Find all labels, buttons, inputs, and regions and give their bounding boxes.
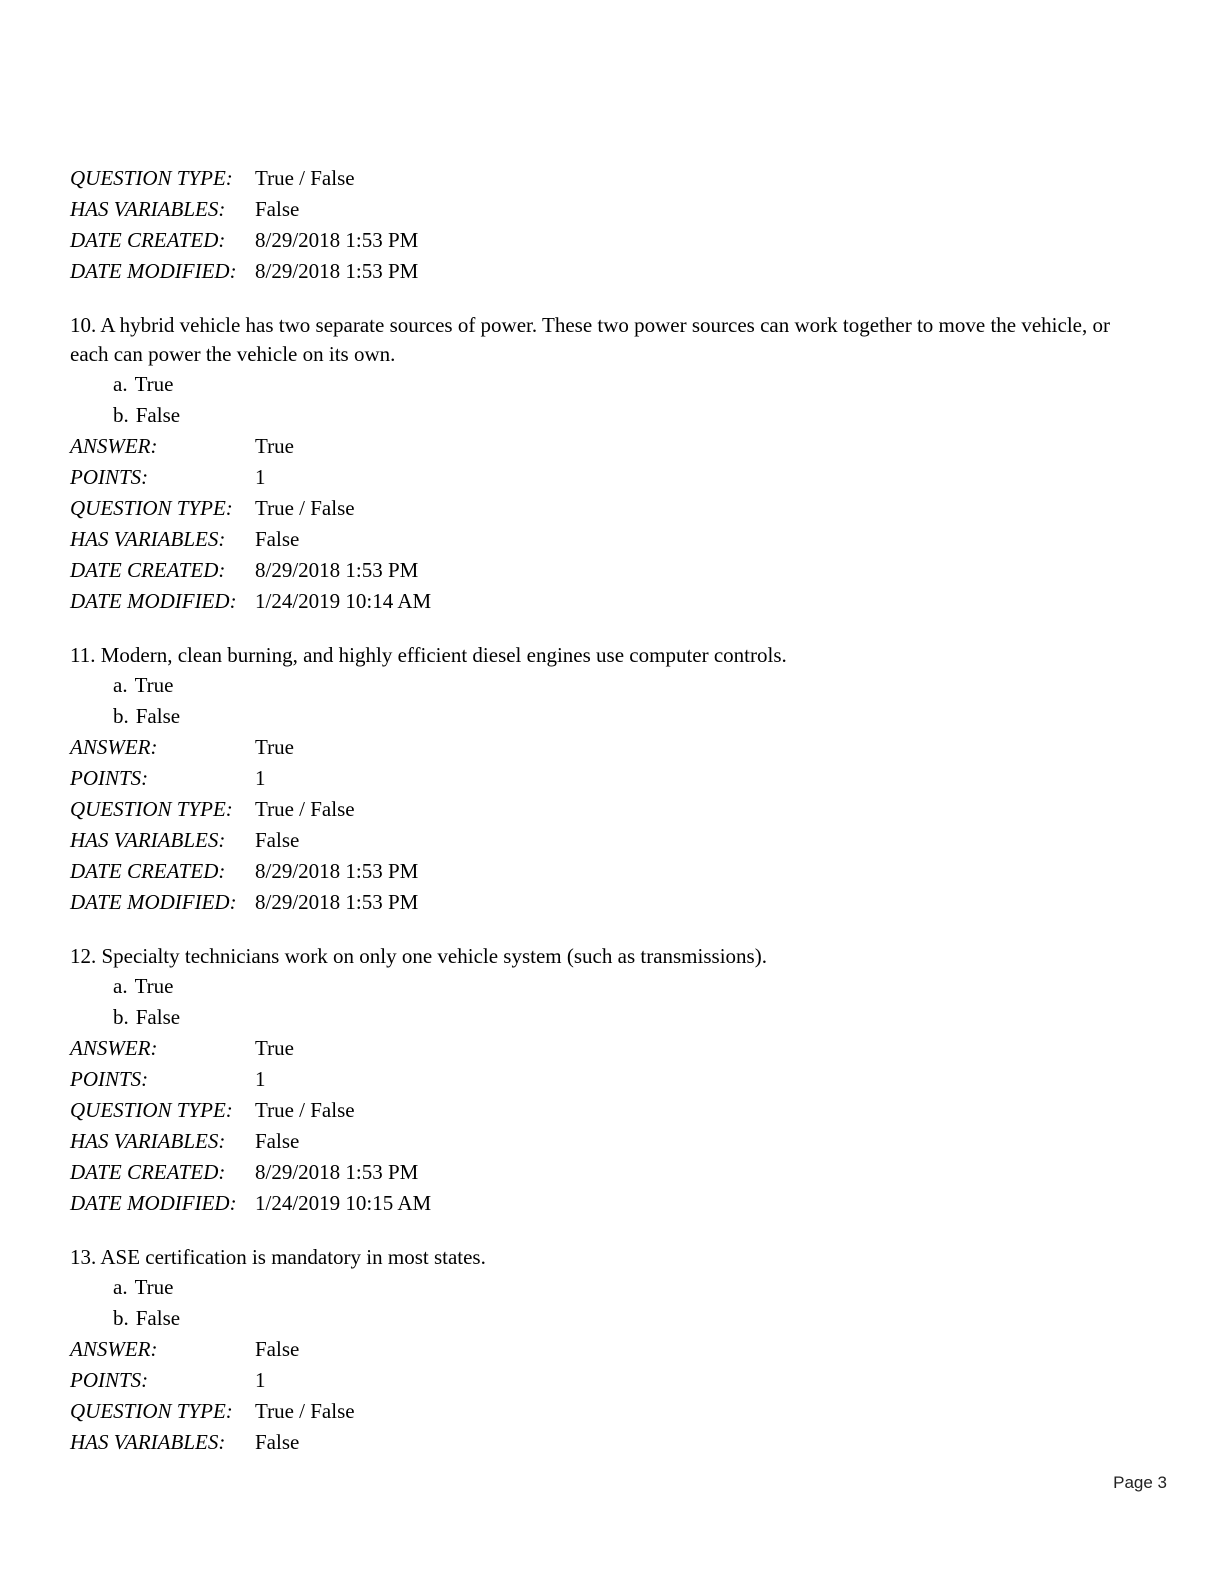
metadata-label: HAS VARIABLES:	[70, 197, 226, 221]
metadata-label: DATE CREATED:	[70, 859, 226, 883]
metadata-value: True / False	[255, 1399, 355, 1423]
metadata-value: 1/24/2019 10:14 AM	[255, 589, 432, 613]
metadata-value: False	[255, 828, 300, 852]
metadata-label: HAS VARIABLES:	[70, 1430, 226, 1454]
metadata-value: True / False	[255, 496, 355, 520]
metadata-label: POINTS:	[70, 1067, 149, 1091]
metadata-row	[70, 1157, 1132, 1188]
metadata-row	[70, 256, 1132, 287]
option-true	[70, 1272, 1132, 1303]
metadata-row	[70, 1095, 1132, 1126]
question-13	[70, 1243, 1132, 1458]
metadata-row	[70, 1396, 1132, 1427]
metadata-value: False	[255, 527, 300, 551]
metadata-row	[70, 732, 1132, 763]
metadata-value: True	[255, 1036, 294, 1060]
metadata-label: QUESTION TYPE:	[70, 166, 233, 190]
metadata-label: HAS VARIABLES:	[70, 527, 226, 551]
question-number: 13.	[70, 1245, 97, 1269]
metadata-value: False	[255, 1337, 300, 1361]
option-letter: b.	[113, 704, 129, 728]
option-false	[70, 701, 1132, 732]
option-letter: a.	[113, 974, 128, 998]
metadata-label: DATE MODIFIED:	[70, 1191, 237, 1215]
metadata-row	[70, 555, 1132, 586]
option-letter: b.	[113, 1005, 129, 1029]
metadata-value: True	[255, 735, 294, 759]
metadata-value: 1	[255, 766, 266, 790]
option-false	[70, 400, 1132, 431]
metadata-value: 8/29/2018 1:53 PM	[255, 859, 419, 883]
question-body: A hybrid vehicle has two separate sources of power. These two power sources can work together to move the vehicle, or each can power the vehicle on its own.	[70, 313, 1110, 366]
option-label: True	[134, 1275, 174, 1299]
metadata-row	[70, 1365, 1132, 1396]
metadata-value: True / False	[255, 1098, 355, 1122]
metadata-row	[70, 763, 1132, 794]
metadata-value: 1	[255, 1067, 266, 1091]
metadata-label: QUESTION TYPE:	[70, 1098, 233, 1122]
metadata-row	[70, 825, 1132, 856]
metadata-label: DATE CREATED:	[70, 558, 226, 582]
question-number: 11.	[70, 643, 96, 667]
option-label: True	[134, 372, 174, 396]
option-false	[70, 1002, 1132, 1033]
metadata-label: ANSWER:	[70, 735, 158, 759]
metadata-value: 8/29/2018 1:53 PM	[255, 890, 419, 914]
question-number: 12.	[70, 944, 97, 968]
metadata-label: QUESTION TYPE:	[70, 496, 233, 520]
metadata-value: False	[255, 1430, 300, 1454]
option-true	[70, 670, 1132, 701]
metadata-label: HAS VARIABLES:	[70, 1129, 226, 1153]
metadata-row	[70, 493, 1132, 524]
metadata-row	[70, 856, 1132, 887]
question-10	[70, 311, 1132, 617]
metadata-row	[70, 1334, 1132, 1365]
metadata-label: DATE CREATED:	[70, 1160, 226, 1184]
metadata-row	[70, 887, 1132, 918]
metadata-label: ANSWER:	[70, 1036, 158, 1060]
metadata-label: POINTS:	[70, 465, 149, 489]
metadata-row	[70, 1064, 1132, 1095]
option-letter: a.	[113, 673, 128, 697]
metadata-value: False	[255, 1129, 300, 1153]
metadata-value: 8/29/2018 1:53 PM	[255, 558, 419, 582]
option-true	[70, 971, 1132, 1002]
option-label: True	[134, 673, 174, 697]
metadata-value: 1/24/2019 10:15 AM	[255, 1191, 432, 1215]
metadata-value: 8/29/2018 1:53 PM	[255, 228, 419, 252]
question-text	[70, 942, 1132, 971]
question-body: Modern, clean burning, and highly efficient diesel engines use computer controls.	[100, 643, 787, 667]
metadata-value: True / False	[255, 166, 355, 190]
option-label: False	[135, 1005, 181, 1029]
question-number: 10.	[70, 313, 97, 337]
option-false	[70, 1303, 1132, 1334]
metadata-row	[70, 586, 1132, 617]
metadata-label: ANSWER:	[70, 1337, 158, 1361]
metadata-value: True	[255, 434, 294, 458]
metadata-label: POINTS:	[70, 1368, 149, 1392]
metadata-row	[70, 163, 1132, 194]
option-letter: a.	[113, 1275, 128, 1299]
metadata-row	[70, 431, 1132, 462]
metadata-label: DATE MODIFIED:	[70, 259, 237, 283]
metadata-value: 1	[255, 465, 266, 489]
metadata-label: POINTS:	[70, 766, 149, 790]
metadata-value: 8/29/2018 1:53 PM	[255, 1160, 419, 1184]
carryover-metadata-block	[70, 163, 1132, 287]
question-12	[70, 942, 1132, 1219]
metadata-label: ANSWER:	[70, 434, 158, 458]
option-letter: a.	[113, 372, 128, 396]
question-body: Specialty technicians work on only one vehicle system (such as transmissions).	[101, 944, 767, 968]
metadata-row	[70, 462, 1132, 493]
option-letter: b.	[113, 1306, 129, 1330]
question-text	[70, 1243, 1132, 1272]
metadata-row	[70, 1427, 1132, 1458]
option-true	[70, 369, 1132, 400]
metadata-row	[70, 1033, 1132, 1064]
metadata-label: DATE CREATED:	[70, 228, 226, 252]
metadata-value: True / False	[255, 797, 355, 821]
metadata-label: DATE MODIFIED:	[70, 890, 237, 914]
option-label: False	[135, 1306, 181, 1330]
metadata-label: HAS VARIABLES:	[70, 828, 226, 852]
metadata-row	[70, 225, 1132, 256]
option-letter: b.	[113, 403, 129, 427]
question-11	[70, 641, 1132, 918]
metadata-label: QUESTION TYPE:	[70, 1399, 233, 1423]
metadata-label: QUESTION TYPE:	[70, 797, 233, 821]
metadata-row	[70, 1188, 1132, 1219]
question-text	[70, 641, 1132, 670]
metadata-row	[70, 1126, 1132, 1157]
page-number: Page 3	[1113, 1473, 1167, 1492]
document-content	[70, 163, 1132, 1458]
metadata-label: DATE MODIFIED:	[70, 589, 237, 613]
question-text	[70, 311, 1132, 369]
metadata-row	[70, 524, 1132, 555]
metadata-value: False	[255, 197, 300, 221]
metadata-value: 8/29/2018 1:53 PM	[255, 259, 419, 283]
option-label: False	[135, 704, 181, 728]
option-label: True	[134, 974, 174, 998]
metadata-value: 1	[255, 1368, 266, 1392]
option-label: False	[135, 403, 181, 427]
metadata-row	[70, 194, 1132, 225]
metadata-row	[70, 794, 1132, 825]
question-body: ASE certification is mandatory in most states.	[100, 1245, 486, 1269]
